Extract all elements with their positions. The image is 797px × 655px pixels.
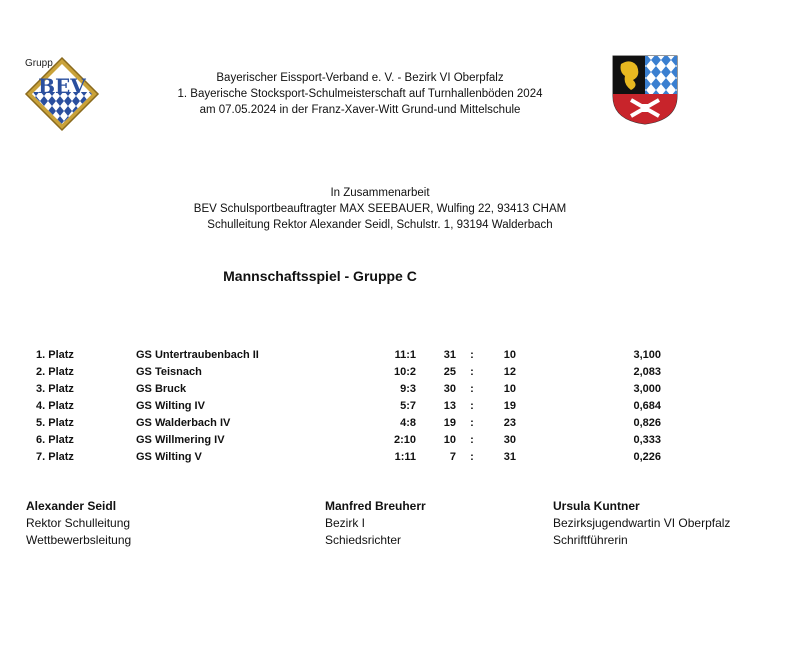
result-points-against: 31	[503, 450, 516, 463]
result-games: 9:3	[400, 382, 416, 395]
result-place: 4. Platz	[36, 399, 74, 412]
signature-block	[26, 498, 131, 549]
result-points-for: 19	[443, 416, 456, 429]
result-separator: :	[470, 348, 474, 361]
result-points-against: 30	[503, 433, 516, 446]
result-team: GS Teisnach	[136, 365, 202, 378]
cooperation-line-3: Schulleitung Rektor Alexander Seidl, Schulstr. 1, 93194 Walderbach	[207, 219, 553, 231]
signature-role: Rektor Schulleitung	[26, 516, 131, 530]
table-row	[36, 414, 661, 431]
result-points-for: 13	[443, 399, 456, 412]
result-separator: :	[470, 399, 474, 412]
cooperation-block	[120, 185, 640, 233]
signature-name: Alexander Seidl	[26, 499, 117, 513]
result-points-against: 12	[503, 365, 516, 378]
result-quotient: 2,083	[633, 365, 661, 378]
logo-caption: Grupp	[25, 58, 53, 69]
result-games: 1:11	[394, 450, 416, 463]
result-quotient: 0,333	[633, 433, 661, 446]
header-line-1: Bayerischer Eissport-Verband e. V. - Bezirk VI Oberpfalz	[216, 72, 504, 84]
result-points-for: 30	[443, 382, 456, 395]
result-place: 3. Platz	[36, 382, 74, 395]
header-line-2: 1. Bayerische Stocksport-Schulmeisterschaft auf Turnhallenböden 2024	[177, 88, 543, 100]
result-points-against: 10	[503, 382, 516, 395]
result-quotient: 0,826	[633, 416, 661, 429]
header-block	[120, 70, 600, 118]
section-title: Mannschaftsspiel - Gruppe C	[223, 268, 417, 284]
results-table	[36, 346, 661, 465]
table-row	[36, 380, 661, 397]
result-quotient: 0,684	[633, 399, 661, 412]
result-place: 7. Platz	[36, 450, 74, 463]
result-separator: :	[470, 382, 474, 395]
result-points-for: 25	[443, 365, 456, 378]
result-team: GS Walderbach IV	[136, 416, 231, 429]
signature-block	[553, 498, 730, 549]
table-row	[36, 431, 661, 448]
result-points-for: 31	[443, 348, 456, 361]
result-place: 1. Platz	[36, 348, 74, 361]
result-points-for: 7	[449, 450, 456, 463]
result-points-against: 19	[503, 399, 516, 412]
signature-name: Manfred Breuherr	[325, 499, 426, 513]
result-place: 5. Platz	[36, 416, 74, 429]
table-row	[36, 363, 661, 380]
result-team: GS Willmering IV	[136, 433, 225, 446]
table-row	[36, 448, 661, 465]
table-row	[36, 346, 661, 363]
result-team: GS Bruck	[136, 382, 187, 395]
signature-function: Wettbewerbsleitung	[26, 533, 132, 547]
result-games: 10:2	[393, 365, 416, 378]
table-row	[36, 397, 661, 414]
result-team: GS Wilting V	[136, 450, 202, 463]
result-separator: :	[470, 416, 474, 429]
result-points-for: 10	[443, 433, 456, 446]
signature-role: Bezirk I	[325, 516, 366, 530]
result-points-against: 23	[503, 416, 516, 429]
result-separator: :	[470, 450, 474, 463]
signature-function: Schriftführerin	[553, 533, 628, 547]
result-place: 2. Platz	[36, 365, 74, 378]
result-quotient: 3,000	[633, 382, 661, 395]
result-quotient: 0,226	[633, 450, 661, 463]
result-games: 11:1	[394, 348, 416, 361]
result-separator: :	[470, 365, 474, 378]
cooperation-line-2: BEV Schulsportbeauftragter MAX SEEBAUER, Wulfing 22, 93413 CHAM	[193, 203, 567, 215]
bev-logo-text: BEV	[38, 74, 86, 98]
result-points-against: 10	[503, 348, 516, 361]
result-games: 5:7	[400, 399, 416, 412]
result-team: GS Wilting IV	[136, 399, 205, 412]
signature-name: Ursula Kuntner	[553, 499, 640, 513]
cooperation-line-1: In Zusammenarbeit	[330, 187, 430, 199]
result-quotient: 3,100	[633, 348, 661, 361]
signature-function: Schiedsrichter	[325, 533, 402, 547]
result-games: 2:10	[393, 433, 416, 446]
result-place: 6. Platz	[36, 433, 74, 446]
result-team: GS Untertraubenbach II	[136, 348, 259, 361]
header-line-3: am 07.05.2024 in der Franz-Xaver-Witt Grund-und Mittelschule	[199, 104, 521, 116]
signature-block	[325, 498, 426, 549]
result-games: 4:8	[400, 416, 416, 429]
result-separator: :	[470, 433, 474, 446]
oberpfalz-coat-of-arms	[611, 54, 679, 126]
signature-role: Bezirksjugendwartin VI Oberpfalz	[553, 516, 731, 530]
